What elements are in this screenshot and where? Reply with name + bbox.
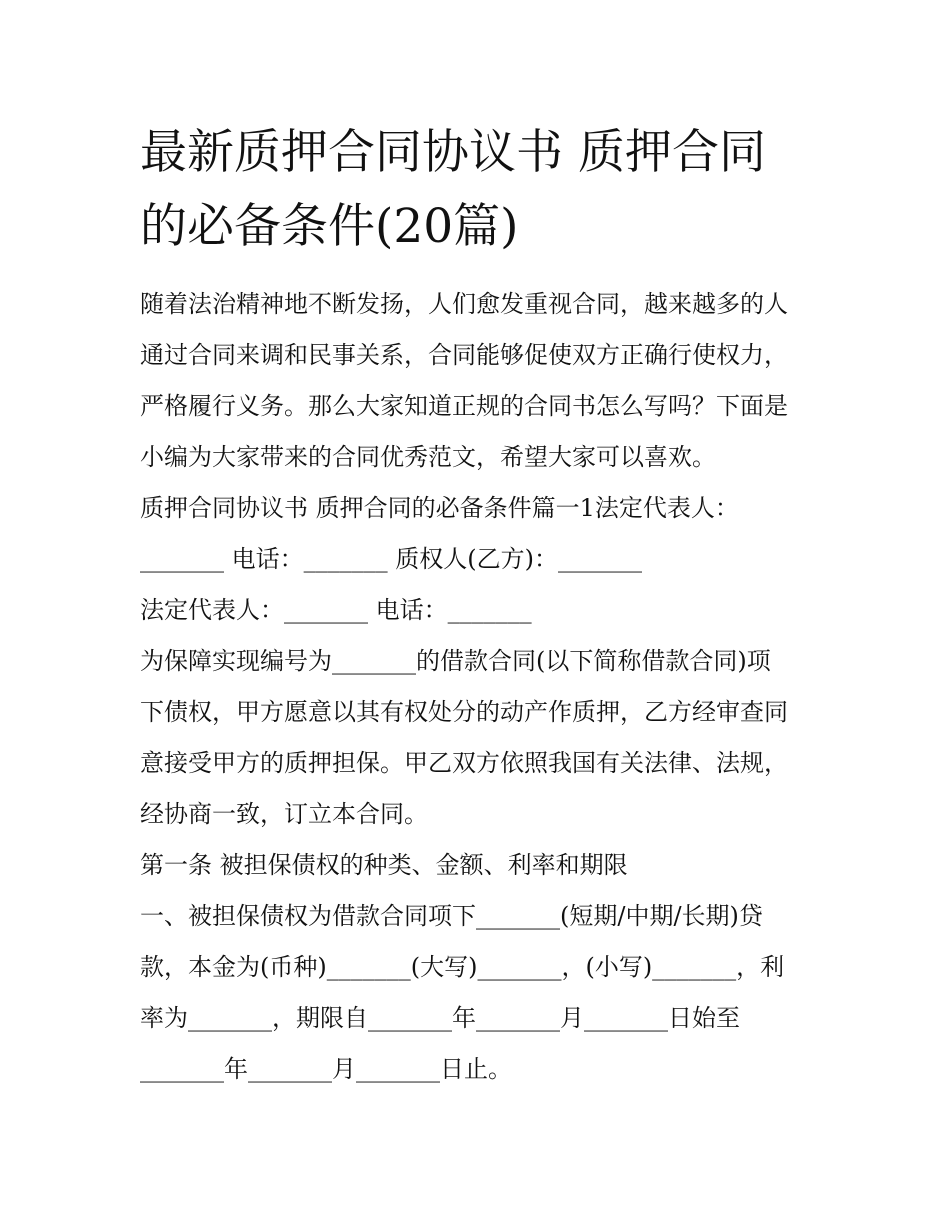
body-line-7: 法定代表人：_______ 电话：_______ [140,596,532,624]
title-line-1: 最新质押合同协议书 质押合同 [140,125,766,180]
body-line-14: 款，本金为(币种)_______(大写)_______，(小写)_______，利 [140,953,785,981]
body-line-13: 一、被担保债权为借款合同项下_______(短期/中期/长期)贷 [140,902,763,930]
body-line-15: 率为_______，期限自_______年_______月_______日始至 [140,1004,740,1032]
body-line-5: 质押合同协议书 质押合同的必备条件篇一1法定代表人： [140,494,739,522]
body-line-9: 下债权，甲方愿意以其有权处分的动产作质押，乙方经审查同 [140,698,788,726]
body-line-1: 随着法治精神地不断发扬，人们愈发重视合同，越来越多的人 [140,290,788,318]
body-line-8: 为保障实现编号为_______的借款合同(以下简称借款合同)项 [140,647,771,675]
body-line-6: _______ 电话：_______ 质权人(乙方)：_______ [140,545,642,573]
body-line-11: 经协商一致，订立本合同。 [140,800,428,828]
body-line-3: 严格履行义务。那么大家知道正规的合同书怎么写吗？下面是 [140,392,788,420]
document-title [140,116,820,264]
body-line-2: 通过合同来调和民事关系，合同能够促使双方正确行使权力， [140,341,788,369]
body-line-4: 小编为大家带来的合同优秀范文，希望大家可以喜欢。 [140,443,716,471]
title-line-2: 的必备条件(20篇) [140,199,519,254]
body-line-10: 意接受甲方的质押担保。甲乙双方依照我国有关法律、法规， [140,749,788,777]
body-line-16: _______年_______月_______日止。 [140,1055,512,1083]
document-body [140,279,830,1095]
body-line-12: 第一条 被担保债权的种类、金额、利率和期限 [140,851,628,879]
